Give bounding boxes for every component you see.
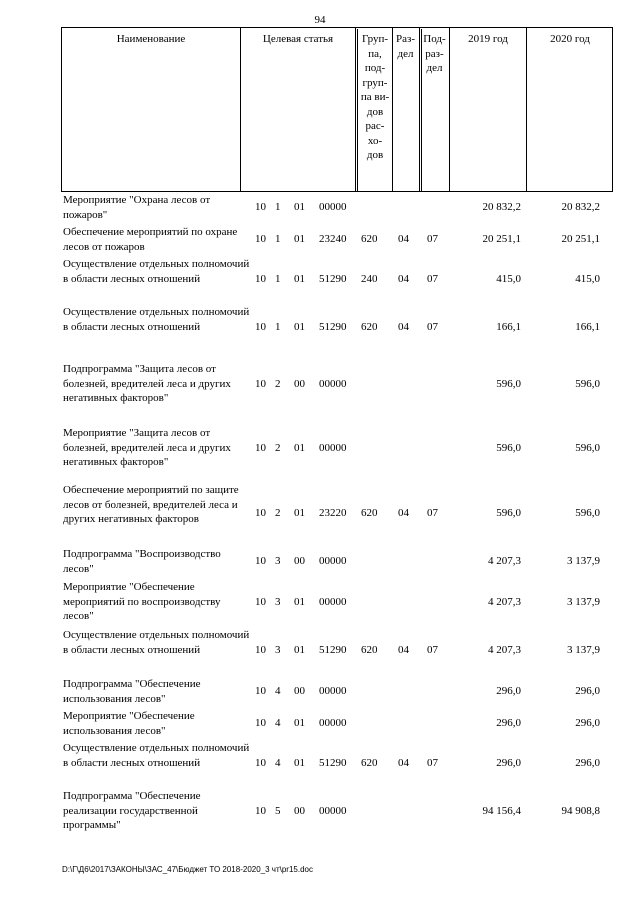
table-row <box>0 483 640 545</box>
row-amount-2019: 296,0 <box>496 757 521 769</box>
row-cs1: 10 <box>255 507 266 519</box>
row-subsection: 07 <box>427 757 438 769</box>
row-amount-2020: 20 832,2 <box>561 201 600 213</box>
row-amount-2019: 20 832,2 <box>482 201 521 213</box>
header-line: дел <box>397 47 414 60</box>
row-name: Мероприятие "Защита лесов от болезней, вредителей леса и других негативных факторов" <box>63 427 231 468</box>
row-amount-2019: 4 207,3 <box>488 644 521 656</box>
row-cs1: 10 <box>255 685 266 697</box>
row-cs2: 2 <box>275 442 281 454</box>
row-name: Осуществление отдельных полномочий в области лесных отношений <box>63 306 250 333</box>
row-name: Подпрограмма "Защита лесов от болезней, вредителей леса и других негативных факторов" <box>63 363 231 404</box>
row-subsection: 07 <box>427 507 438 519</box>
header-line: Груп- <box>361 33 389 45</box>
row-cs1: 10 <box>255 442 266 454</box>
row-cs3: 01 <box>294 596 305 608</box>
row-subsection: 07 <box>427 273 438 285</box>
row-amount-2020: 596,0 <box>575 378 600 390</box>
row-amount-2020: 296,0 <box>575 685 600 697</box>
page-number: 94 <box>314 14 326 26</box>
row-cs3: 01 <box>294 201 305 213</box>
header-line: хо- <box>367 134 383 147</box>
column-divider <box>355 27 356 192</box>
column-divider <box>449 27 450 192</box>
table-row <box>0 257 640 303</box>
row-cs4: 23240 <box>319 233 347 245</box>
row-amount-2019: 296,0 <box>496 717 521 729</box>
table-row <box>0 628 640 674</box>
row-cs3: 00 <box>294 378 305 390</box>
header-subsection <box>420 32 449 76</box>
row-cs1: 10 <box>255 201 266 213</box>
table-row <box>0 362 640 408</box>
row-cs1: 10 <box>255 555 266 567</box>
table-row <box>0 193 640 223</box>
header-line: дов <box>366 105 384 118</box>
row-name: Осуществление отдельных полномочий в области лесных отношений <box>63 742 250 769</box>
header-line: Под- <box>423 33 446 45</box>
header-line: под- <box>364 62 386 74</box>
row-amount-2020: 596,0 <box>575 507 600 519</box>
row-cs2: 2 <box>275 507 281 519</box>
header-expense-group <box>357 32 393 163</box>
row-name: Осуществление отдельных полномочий в области лесных отношений <box>63 629 250 656</box>
row-section: 04 <box>398 273 409 285</box>
row-cs4: 00000 <box>319 685 347 697</box>
row-amount-2019: 20 251,1 <box>482 233 521 245</box>
column-divider <box>526 27 527 192</box>
header-target-article: Целевая статья <box>262 33 334 45</box>
row-cs3: 00 <box>294 555 305 567</box>
row-amount-2019: 596,0 <box>496 507 521 519</box>
row-cs2: 1 <box>275 201 281 213</box>
row-group: 620 <box>361 233 378 245</box>
row-cs2: 1 <box>275 273 281 285</box>
table-row <box>0 547 640 577</box>
row-cs1: 10 <box>255 233 266 245</box>
row-name: Обеспечение мероприятий по охране лесов от пожаров <box>63 226 238 253</box>
row-cs3: 01 <box>294 273 305 285</box>
header-line: дел <box>426 62 443 74</box>
row-name: Подпрограмма "Обеспечение реализации государственной программы" <box>63 790 201 831</box>
row-cs2: 1 <box>275 233 281 245</box>
header-line: груп- <box>362 76 388 89</box>
header-section <box>392 32 419 61</box>
column-divider <box>240 27 241 192</box>
row-cs2: 4 <box>275 685 281 697</box>
row-section: 04 <box>398 507 409 519</box>
table-row <box>0 677 640 707</box>
row-cs3: 00 <box>294 805 305 817</box>
row-cs4: 00000 <box>319 201 347 213</box>
row-cs2: 3 <box>275 555 281 567</box>
header-name: Наименование <box>116 33 186 45</box>
row-subsection: 07 <box>427 321 438 333</box>
row-name: Подпрограмма "Обеспечение использования лесов" <box>63 678 201 705</box>
row-amount-2020: 94 908,8 <box>561 805 600 817</box>
row-amount-2019: 415,0 <box>496 273 521 285</box>
row-section: 04 <box>398 321 409 333</box>
row-amount-2020: 166,1 <box>575 321 600 333</box>
row-cs4: 51290 <box>319 757 347 769</box>
header-year-2019: 2019 год <box>468 33 508 45</box>
row-amount-2020: 3 137,9 <box>567 596 600 608</box>
header-border <box>61 27 613 192</box>
row-subsection: 07 <box>427 233 438 245</box>
row-amount-2019: 596,0 <box>496 378 521 390</box>
row-name: Мероприятие "Обеспечение использования лесов" <box>63 710 195 737</box>
row-amount-2019: 296,0 <box>496 685 521 697</box>
row-cs3: 01 <box>294 757 305 769</box>
row-cs1: 10 <box>255 717 266 729</box>
row-amount-2020: 596,0 <box>575 442 600 454</box>
row-cs1: 10 <box>255 757 266 769</box>
header-line: Раз- <box>395 33 415 45</box>
row-name: Мероприятие "Обеспечение мероприятий по воспроизводству лесов" <box>63 581 221 622</box>
row-section: 04 <box>398 757 409 769</box>
header-line: па, <box>368 47 382 60</box>
row-amount-2019: 4 207,3 <box>488 555 521 567</box>
row-cs4: 51290 <box>319 321 347 333</box>
row-amount-2019: 4 207,3 <box>488 596 521 608</box>
row-group: 620 <box>361 644 378 656</box>
table-row <box>0 789 640 835</box>
row-group: 620 <box>361 321 378 333</box>
row-cs2: 4 <box>275 757 281 769</box>
row-name: Осуществление отдельных полномочий в области лесных отношений <box>63 258 250 285</box>
row-cs2: 5 <box>275 805 281 817</box>
row-cs4: 23220 <box>319 507 347 519</box>
row-name: Подпрограмма "Воспроизводство лесов" <box>63 548 221 575</box>
row-amount-2020: 296,0 <box>575 717 600 729</box>
row-cs2: 3 <box>275 596 281 608</box>
row-cs1: 10 <box>255 644 266 656</box>
row-cs3: 01 <box>294 442 305 454</box>
row-name: Мероприятие "Охрана лесов от пожаров" <box>63 194 211 221</box>
document-path: D:\Г\Д6\2017\ЗАКОНЫ\ЗАС_47\Бюджет ТО 2018-2020_3 чт\рr15.doc <box>62 865 313 874</box>
row-cs1: 10 <box>255 596 266 608</box>
header-line: раз- <box>425 47 444 60</box>
row-cs1: 10 <box>255 273 266 285</box>
table-row <box>0 580 640 626</box>
row-cs4: 00000 <box>319 442 347 454</box>
row-cs4: 51290 <box>319 273 347 285</box>
row-cs1: 10 <box>255 805 266 817</box>
row-amount-2019: 166,1 <box>496 321 521 333</box>
header-year-2020: 2020 год <box>550 33 590 45</box>
row-amount-2020: 415,0 <box>575 273 600 285</box>
row-cs4: 00000 <box>319 596 347 608</box>
header-line: па ви- <box>360 91 390 103</box>
row-section: 04 <box>398 233 409 245</box>
row-cs4: 00000 <box>319 378 347 390</box>
row-cs3: 00 <box>294 685 305 697</box>
table-row <box>0 225 640 255</box>
header-line: рас- <box>365 120 385 132</box>
row-subsection: 07 <box>427 644 438 656</box>
row-amount-2019: 94 156,4 <box>482 805 521 817</box>
row-cs4: 00000 <box>319 717 347 729</box>
row-cs3: 01 <box>294 321 305 333</box>
row-cs4: 51290 <box>319 644 347 656</box>
table-row <box>0 426 640 472</box>
row-section: 04 <box>398 644 409 656</box>
table-row <box>0 709 640 739</box>
row-cs4: 00000 <box>319 555 347 567</box>
row-cs1: 10 <box>255 378 266 390</box>
row-cs3: 01 <box>294 507 305 519</box>
row-cs2: 1 <box>275 321 281 333</box>
row-cs1: 10 <box>255 321 266 333</box>
table-row <box>0 741 640 787</box>
row-cs3: 01 <box>294 644 305 656</box>
row-amount-2020: 3 137,9 <box>567 644 600 656</box>
row-group: 620 <box>361 507 378 519</box>
row-cs2: 4 <box>275 717 281 729</box>
table-row <box>0 305 640 351</box>
row-group: 240 <box>361 273 378 285</box>
header-line: дов <box>366 149 384 161</box>
row-amount-2020: 20 251,1 <box>561 233 600 245</box>
row-cs3: 01 <box>294 233 305 245</box>
row-amount-2020: 296,0 <box>575 757 600 769</box>
row-amount-2020: 3 137,9 <box>567 555 600 567</box>
row-cs4: 00000 <box>319 805 347 817</box>
row-cs3: 01 <box>294 717 305 729</box>
row-group: 620 <box>361 757 378 769</box>
row-cs2: 3 <box>275 644 281 656</box>
row-amount-2019: 596,0 <box>496 442 521 454</box>
row-name: Обеспечение мероприятий по защите лесов от болезней, вредителей леса и других негативных факторов <box>63 484 239 525</box>
row-cs2: 2 <box>275 378 281 390</box>
